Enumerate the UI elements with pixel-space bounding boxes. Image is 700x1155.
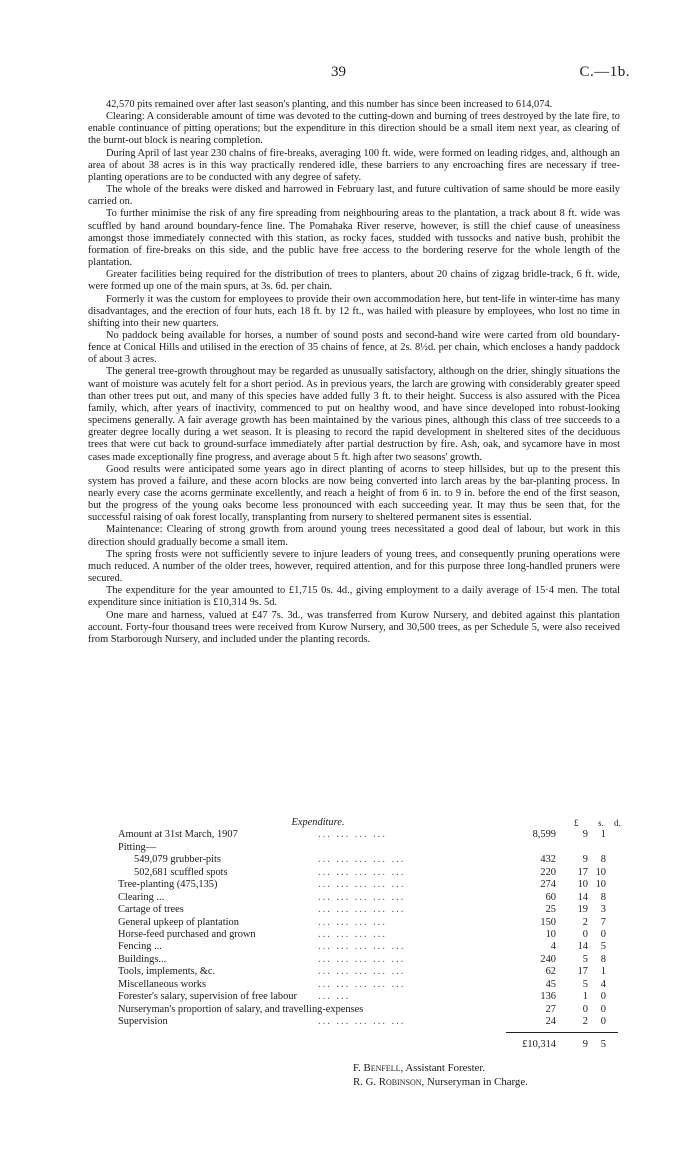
expenditure-ledger	[88, 817, 628, 1055]
amount-pence: 7	[600, 916, 606, 928]
amount-pounds: 10	[545, 928, 556, 940]
total-shillings: 9	[582, 1039, 588, 1051]
amount-shillings: 2	[582, 916, 588, 928]
ledger-row	[88, 854, 628, 866]
ledger-row	[88, 904, 628, 916]
ledger-row	[88, 991, 628, 1003]
amount-pence: 8	[600, 891, 606, 903]
amount-pounds: 220	[540, 866, 556, 878]
amount-pence: 3	[600, 904, 606, 916]
amount-shillings: 1	[582, 991, 588, 1003]
amount-pounds: 4	[550, 941, 556, 953]
amount-pence: 0	[600, 1003, 606, 1015]
pounds-column-header: £	[574, 818, 579, 828]
ledger-row	[88, 1016, 628, 1028]
amount-shillings: 9	[582, 829, 588, 841]
leader-dots: ... ... ... ... ...	[318, 1016, 406, 1028]
expense-label: Tools, implements, &c.	[118, 966, 216, 978]
amount-shillings: 14	[577, 891, 588, 903]
leader-dots: ... ... ... ...	[318, 916, 387, 928]
amount-shillings: 0	[582, 928, 588, 940]
total-pence: 5	[600, 1039, 606, 1051]
leader-dots: ... ... ... ... ...	[318, 904, 406, 916]
paragraph: Greater facilities being required for the distribution of trees to planters, about 20 chains of zigzag bridle-track, 6 ft. wide, were formed up one of the main spurs, at 3s. 6d. per chain.	[88, 269, 620, 293]
signature-forester	[353, 1062, 485, 1075]
paragraph: Formerly it was the custom for employees to provide their own accommodation here, but tent-life in winter-time has many disadvantages, and the erection of four huts, each 18 ft. by 12 ft., was hailed with pleasure by employees, who lost no time in shifting into their new quarters.	[88, 293, 620, 329]
shillings-column-header: s.	[598, 818, 604, 828]
amount-shillings: 5	[582, 978, 588, 990]
amount-pence: 4	[600, 978, 606, 990]
amount-pence: 8	[600, 854, 606, 866]
ledger-row	[88, 842, 628, 854]
leader-dots: ... ... ... ... ...	[318, 953, 406, 965]
report-body	[88, 99, 620, 646]
ledger-row	[88, 979, 628, 991]
amount-pence: 0	[600, 1016, 606, 1028]
amount-pence: 10	[595, 879, 606, 891]
paragraph: No paddock being available for horses, a number of sound posts and second-hand wire were carted from old boundary-fence at Conical Hills and utilised in the erection of 35 chains of fence, at 2s. 8½d. per chain, which encloses a handy paddock of about 3 acres.	[88, 329, 620, 366]
total-pounds: £10,314	[522, 1039, 556, 1051]
expense-label: General upkeep of plantation	[118, 916, 239, 928]
amount-shillings: 9	[582, 854, 588, 866]
expense-label: Amount at 31st March, 1907	[118, 829, 238, 841]
ledger-total-row	[88, 1039, 628, 1055]
paragraph: To further minimise the risk of any fire spreading from neighbouring areas to the plantation, a track about 8 ft. wide was scuffled by hand around boundary-fence line. The Pomahaka River reserve, however, is still the chief cause of uneasiness amongst those immediately connected with this station, as rocky faces, studded with tussocks and native bush, prohibit the formation of fire-breaks on this side, and the public have free access to the bordering reserve for the whole length of the plantation.	[88, 208, 620, 269]
expense-label: Buildings...	[118, 953, 167, 965]
ledger-row	[88, 929, 628, 941]
amount-pence: 0	[600, 991, 606, 1003]
signatory-title: Nurseryman in Charge.	[426, 1076, 528, 1088]
ledger-row	[88, 867, 628, 879]
amount-pence: 1	[600, 829, 606, 841]
leader-dots: ... ...	[318, 991, 351, 1003]
paragraph: Good results were anticipated some years ago in direct planting of acorns to steep hillsides, but up to the present this system has proved a failure, and these acorn blocks are now being converted into larch areas by the bar-planting process. In nearly every case the acorns germinate excellently, and reach a height of from 6 in. to 9 in. before the end of the first season, but the progress of the young oaks become less pronounced with each succeeding year. It may thus be seen that, for the successful raising of oak forest locally, transplanting from nursery to sheltered permanent sites is essential.	[88, 463, 620, 524]
expense-label: 549,079 grubber-pits	[134, 854, 221, 866]
page-number: 39	[331, 64, 346, 80]
leader-dots: ... ... ... ...	[318, 928, 387, 940]
amount-pence: 5	[600, 941, 606, 953]
amount-shillings: 0	[582, 1003, 588, 1015]
paragraph: Maintenance: Clearing of strong growth from around young trees necessitated a good deal of labour, but work in this direction should gradually become a small item.	[88, 524, 620, 548]
ledger-row	[88, 892, 628, 904]
expense-label: 502,681 scuffled spots	[134, 866, 228, 878]
leader-dots: ... ... ... ... ...	[318, 879, 406, 891]
amount-pence: 0	[600, 928, 606, 940]
amount-pounds: 274	[540, 879, 556, 891]
total-rule	[506, 1032, 618, 1033]
expense-label: Forester's salary, supervision of free labour	[118, 991, 297, 1003]
amount-shillings: 5	[582, 953, 588, 965]
expense-label: Miscellaneous works	[118, 978, 207, 990]
paragraph: The spring frosts were not sufficiently severe to injure leaders of young trees, and consequently pruning operations were much reduced. A number of the older trees, however, required attention, and for this purpose three long-handled pruners were secured.	[88, 548, 620, 585]
amount-shillings: 19	[577, 904, 588, 916]
expense-label: Clearing ...	[118, 891, 165, 903]
paragraph: The whole of the breaks were disked and harrowed in February last, and future cultivation of same should be more easily carried on.	[88, 184, 620, 208]
expense-label: Pitting—	[118, 841, 157, 853]
signature-nurseryman	[353, 1076, 528, 1089]
leader-dots: ... ... ... ... ...	[318, 854, 406, 866]
leader-dots: ... ... ... ... ...	[318, 941, 406, 953]
amount-pounds: 8,599	[532, 829, 556, 841]
paragraph: Clearing: A considerable amount of time was devoted to the cutting-down and burning of trees destroyed by the late fire, to enable continuance of pitting operations; but the expenditure in this direction should be a small item next year, as clearing of the burnt-out block is nearing completion.	[88, 111, 620, 147]
paragraph: During April of last year 230 chains of fire-breaks, averaging 100 ft. wide, were formed on leading ridges, and, although an area of about 38 acres is in this way practically rendered idle, these barriers to any encroaching fires are necessary if tree-planting operations are to be conducted with any degree of safety.	[88, 147, 620, 183]
amount-shillings: 17	[577, 866, 588, 878]
expense-label: Fencing ...	[118, 941, 162, 953]
amount-pounds: 27	[545, 1003, 556, 1015]
leader-dots: ... ... ... ... ...	[318, 966, 406, 978]
ledger-row	[88, 941, 628, 953]
paragraph: The expenditure for the year amounted to £1,715 0s. 4d., giving employment to a daily average of 15·4 men. The total expenditure since initiation is £10,314 9s. 5d.	[88, 585, 620, 609]
paragraph: One mare and harness, valued at £47 7s. 3d., was transferred from Kurow Nursery, and debited against this plantation account. Forty-four thousand trees were received from Kurow Nursery, and 30,500 trees, as per Schedule 5, were also received from Starborough Nursery, and included under the planting records.	[88, 609, 620, 645]
ledger-row	[88, 966, 628, 978]
expense-label: Horse-feed purchased and grown	[118, 928, 256, 940]
ledger-row	[88, 917, 628, 929]
ledger-row	[88, 1004, 628, 1016]
amount-pounds: 62	[545, 966, 556, 978]
paragraph: 42,570 pits remained over after last season's planting, and this number has since been increased to 614,074.	[106, 99, 553, 110]
leader-dots: ... ... ... ... ...	[318, 978, 406, 990]
signatory-name: R. G. Robinson,	[353, 1076, 425, 1088]
expense-label: Cartage of trees	[118, 904, 184, 916]
expense-label: Tree-planting (475,135)	[118, 879, 218, 891]
leader-dots: ... ... ... ... ...	[318, 891, 406, 903]
ledger-row	[88, 829, 628, 841]
sheet-reference: C.—1b.	[579, 64, 630, 80]
amount-pounds: 150	[540, 916, 556, 928]
amount-pounds: 432	[540, 854, 556, 866]
pence-column-header: d.	[614, 818, 621, 828]
amount-pounds: 60	[545, 891, 556, 903]
ledger-rows	[88, 829, 628, 1028]
leader-dots: ... ... ... ...	[318, 829, 387, 841]
page-header	[0, 64, 700, 84]
amount-pounds: 240	[540, 953, 556, 965]
ledger-row	[88, 879, 628, 891]
amount-shillings: 17	[577, 966, 588, 978]
amount-shillings: 10	[577, 879, 588, 891]
signatory-name: F. Benfell,	[353, 1062, 404, 1074]
ledger-heading: Expenditure.	[291, 817, 345, 828]
signatory-title: Assistant Forester.	[405, 1062, 486, 1074]
expense-label: Supervision	[118, 1016, 168, 1028]
paragraph: The general tree-growth throughout may be regarded as unusually satisfactory, although on the drier, shingly situations the want of moisture was acutely felt for a short period. As in previous years, the larch are growing with considerably greater speed than other trees put out, and many of this species have added fully 3 ft. to their height. Success is also assured with the Picea family, which, after years of inactivity, commenced to put on healthy wood, and have since developed into robust-looking specimens generally. A fair average growth has been maintained by the various pines, although this class of tree succeeds to a greater degree locally during a wet season. It is pleasing to record the rapid development in sheltered sites of the deciduous trees that were cut back to ground-surface immediately after partial destruction by fire. Ash, oak, and sycamore have in most cases made exceptionally fine progress, and average about 5 ft. high after two seasons' growth.	[88, 366, 620, 463]
expense-label: Nurseryman's proportion of salary, and travelling-expenses	[118, 1003, 364, 1015]
amount-pounds: 136	[540, 991, 556, 1003]
amount-pounds: 25	[545, 904, 556, 916]
ledger-row	[88, 954, 628, 966]
amount-pounds: 24	[545, 1016, 556, 1028]
amount-shillings: 14	[577, 941, 588, 953]
amount-pounds: 45	[545, 978, 556, 990]
amount-pence: 8	[600, 953, 606, 965]
amount-shillings: 2	[582, 1016, 588, 1028]
leader-dots: ... ... ... ... ...	[318, 866, 406, 878]
amount-pence: 10	[595, 866, 606, 878]
amount-pence: 1	[600, 966, 606, 978]
